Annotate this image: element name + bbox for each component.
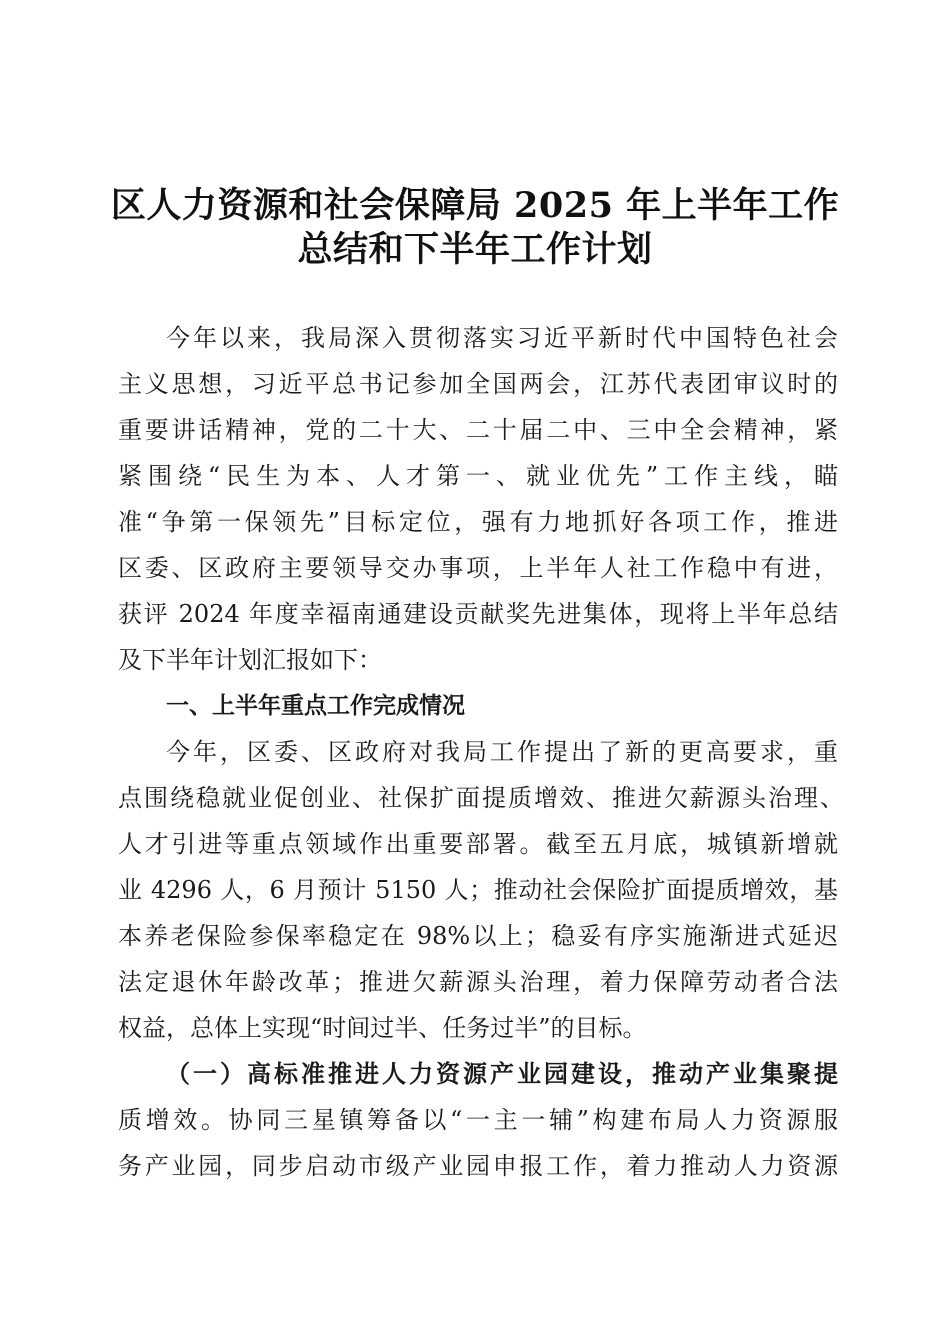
paragraph-2-line-4: 业 4296 人，6 月预计 5150 人；推动社会保险扩面提质增效，基 (118, 876, 838, 904)
document-title-line-2: 总结和下半年工作计划 (297, 229, 653, 270)
paragraph-1-line-2: 主义思想，习近平总书记参加全国两会，江苏代表团审议时的 (118, 370, 838, 398)
paragraph-1-line-3: 重要讲话精神，党的二十大、二十届二中、三中全会精神，紧 (118, 416, 838, 444)
paragraph-1-line-8: 及下半年计划汇报如下： (118, 646, 382, 674)
paragraph-1-line-4: 紧围绕“民生为本、人才第一、就业优先”工作主线，瞄 (118, 462, 838, 490)
subsection-heading-1-line-1: （一）高标准推进人力资源产业园建设，推动产业集聚提 (166, 1059, 838, 1088)
paragraph-1-line-5: 准“争第一保领先”目标定位，强有力地抓好各项工作，推进 (118, 508, 838, 536)
document-title-line-1: 区人力资源和社会保障局 2025 年上半年工作 (110, 185, 840, 226)
section-heading-1: 一、上半年重点工作完成情况 (166, 693, 465, 719)
paragraph-3-line-2: 务产业园，同步启动市级产业园申报工作，着力推动人力资源 (118, 1152, 838, 1180)
paragraph-2-line-3: 人才引进等重点领域作出重要部署。截至五月底，城镇新增就 (118, 830, 838, 858)
paragraph-2-line-2: 点围绕稳就业促创业、社保扩面提质增效、推进欠薪源头治理、 (118, 784, 844, 812)
paragraph-1-line-7: 获评 2024 年度幸福南通建设贡献奖先进集体，现将上半年总结 (118, 600, 838, 628)
paragraph-3-line-1: 质增效。协同三星镇筹备以“一主一辅”构建布局人力资源服 (118, 1106, 838, 1134)
paragraph-2-line-5: 本养老保险参保率稳定在 98%以上；稳妥有序实施渐进式延迟 (118, 922, 838, 950)
paragraph-2-line-1: 今年，区委、区政府对我局工作提出了新的更高要求，重 (166, 738, 838, 766)
paragraph-2-line-6: 法定退休年龄改革；推进欠薪源头治理，着力保障劳动者合法 (118, 968, 838, 996)
paragraph-1-line-6: 区委、区政府主要领导交办事项，上半年人社工作稳中有进， (118, 554, 838, 582)
paragraph-1-line-1: 今年以来，我局深入贯彻落实习近平新时代中国特色社会 (166, 324, 838, 352)
paragraph-2-line-7: 权益，总体上实现“时间过半、任务过半”的目标。 (118, 1014, 647, 1042)
